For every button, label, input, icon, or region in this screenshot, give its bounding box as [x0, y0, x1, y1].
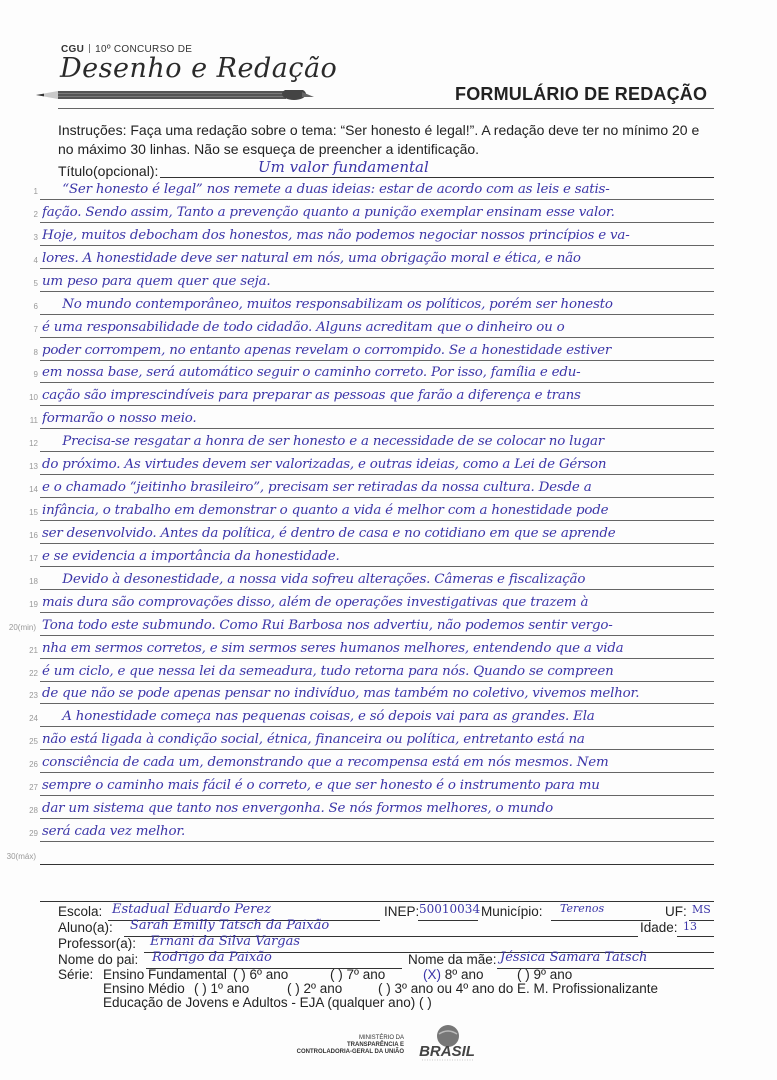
handwritten-text[interactable]: poder corrompem, no entanto apenas revelam o corrompido. Se a honestidade estiver: [42, 343, 612, 358]
eja-label: Educação de Jovens e Adultos - EJA (qualquer ano): [103, 995, 416, 1010]
inep-underline: [418, 920, 478, 921]
line-number: 21: [29, 646, 38, 655]
line-number: 19: [29, 600, 38, 609]
pencil-icon: [36, 90, 316, 100]
line-number: 2: [33, 210, 38, 219]
handwritten-text[interactable]: em nossa base, será automático seguir o caminho correto. Por isso, família e edu-: [42, 365, 581, 380]
line-number: 30(máx): [6, 852, 36, 861]
handwritten-text[interactable]: um peso para quem quer que seja.: [42, 274, 271, 289]
handwritten-text[interactable]: nha em sermos corretos, e sim sermos seres humanos melhores, entendendo que a vida: [42, 641, 624, 656]
grade-option-9[interactable]: [517, 967, 572, 982]
handwritten-text[interactable]: e se evidencia a importância da honestidade.: [42, 549, 340, 564]
municipality-underline: [551, 920, 651, 921]
ruled-line: [40, 405, 714, 406]
ministry-logo: [290, 1035, 404, 1056]
handwritten-text[interactable]: infância, o trabalho em demonstrar o quanto a vida é melhor com a honestidade pode: [42, 503, 609, 518]
ruled-line: [40, 543, 714, 544]
teacher-label: Professor(a):: [58, 936, 137, 951]
handwritten-text[interactable]: No mundo contemporâneo, muitos responsabilizam os políticos, porém ser honesto: [42, 297, 613, 312]
medio-option-1[interactable]: [194, 981, 249, 996]
handwritten-text[interactable]: cação são imprescindíveis para preparar as pessoas que farão a diferença e trans: [42, 388, 581, 403]
ruled-line: [40, 291, 714, 292]
ruled-line: [40, 245, 714, 246]
ruled-line: [40, 451, 714, 452]
school-label: Escola:: [58, 904, 103, 919]
ruled-line: [40, 589, 714, 590]
ruled-line: [40, 864, 714, 865]
handwritten-text[interactable]: será cada vez melhor.: [42, 824, 186, 839]
line-number: 3: [33, 233, 38, 242]
municipality-field[interactable]: Terenos: [560, 902, 605, 915]
header-rule: [58, 108, 714, 109]
checkbox-medio-1[interactable]: ( ): [194, 981, 207, 996]
cgu-logo: CGU: [61, 44, 85, 55]
line-number: 5: [33, 279, 38, 288]
ruled-line: [40, 222, 714, 223]
ruled-line: [40, 314, 714, 315]
mother-field[interactable]: Jéssica Samara Tatsch: [500, 950, 648, 965]
option-label: 2º ano: [303, 981, 343, 996]
ruled-line: [40, 360, 714, 361]
form-title: FORMULÁRIO DE REDAÇÃO: [455, 84, 708, 104]
line-number: 29: [29, 829, 38, 838]
option-label: 1º ano: [210, 981, 250, 996]
teacher-field[interactable]: Ernani da Silva Vargas: [150, 934, 301, 949]
title-underline: [160, 177, 714, 178]
line-number: 9: [33, 370, 38, 379]
title-label: Título(opcional):: [58, 163, 159, 179]
ruled-line: [40, 681, 714, 682]
line-number: 24: [29, 714, 38, 723]
option-label: 7º ano: [346, 967, 386, 982]
line-number: 25: [29, 737, 38, 746]
medio-label: Ensino Médio: [103, 981, 185, 996]
checkbox-8-checked[interactable]: (X): [423, 967, 441, 982]
ruled-line: [40, 726, 714, 727]
title-input[interactable]: Um valor fundamental: [258, 158, 429, 176]
medio-option-3[interactable]: [378, 981, 658, 996]
handwritten-text[interactable]: consciência de cada um, demonstrando que a recompensa está em nós mesmos. Nem: [42, 755, 609, 770]
student-label: Aluno(a):: [58, 920, 113, 935]
ruled-line: [40, 749, 714, 750]
handwritten-text[interactable]: Tona todo este submundo. Como Rui Barbosa nos advertiu, não podemos sentir vergo-: [42, 618, 613, 633]
line-number: 8: [33, 348, 38, 357]
line-number: 6: [33, 302, 38, 311]
handwritten-text[interactable]: lores. A honestidade deve ser natural em nós, uma obrigação moral e ética, e não: [42, 251, 581, 266]
checkbox-9[interactable]: ( ): [517, 967, 530, 982]
grade-option-6[interactable]: [233, 967, 288, 982]
ruled-line: [40, 428, 714, 429]
line-number: 11: [29, 416, 38, 425]
ruled-line: [40, 382, 714, 383]
checkbox-eja[interactable]: ( ): [418, 995, 432, 1010]
inep-field[interactable]: 50010034: [419, 902, 481, 916]
line-number: 16: [29, 531, 38, 540]
brasil-logo-icon: [412, 1022, 482, 1062]
line-number: 4: [33, 256, 38, 265]
handwritten-text[interactable]: do próximo. As virtudes devem ser valorizadas, e outras ideias, como a Lei de Gérson: [42, 457, 607, 472]
ruled-line: [40, 566, 714, 567]
handwritten-text[interactable]: Precisa-se resgatar a honra de ser honesto e a necessidade de se colocar no lugar: [42, 434, 604, 449]
line-number: 28: [29, 806, 38, 815]
ruled-line: [40, 337, 714, 338]
line-number: 18: [29, 577, 38, 586]
line-number: 10: [29, 393, 38, 402]
ruled-line: [40, 520, 714, 521]
age-field[interactable]: 13: [683, 920, 697, 933]
ruled-line: [40, 268, 714, 269]
line-number: 23: [29, 691, 38, 700]
ruled-line: [40, 612, 714, 613]
uf-label: UF:: [665, 904, 687, 919]
ministry-line: CONTROLADORIA-GERAL DA UNIÃO: [296, 1049, 404, 1055]
municipality-label: Município:: [481, 904, 543, 919]
line-number: 26: [29, 760, 38, 769]
ruled-line: [40, 772, 714, 773]
handwritten-text[interactable]: não está ligada à condição social, étnica, financeira ou política, entretanto está na: [42, 732, 585, 747]
inep-label: INEP:: [384, 904, 420, 919]
age-label: Idade:: [640, 920, 678, 935]
ministry-line: MINISTÉRIO DA: [358, 1035, 404, 1041]
option-label: 9º ano: [533, 967, 573, 982]
ruled-line: [40, 199, 714, 200]
handwritten-text[interactable]: é uma responsabilidade de todo cidadão. Alguns acreditam que o dinheiro ou o: [42, 320, 565, 335]
father-field[interactable]: Rodrigo da Paixão: [152, 950, 272, 965]
contest-name-logo: Desenho e Redação: [60, 53, 338, 84]
student-field[interactable]: Sarah Emilly Tatsch da Paixão: [130, 918, 330, 933]
ruled-line: [40, 497, 714, 498]
option-label: 3º ano ou 4º ano do E. M. Profissionalizante: [394, 981, 659, 996]
handwritten-text[interactable]: fação. Sendo assim, Tanto a prevenção quanto a punição exemplar ensinam esse valor.: [42, 205, 615, 220]
ruled-line: [40, 795, 714, 796]
mother-label: Nome da mãe:: [408, 952, 497, 967]
handwritten-text[interactable]: mais dura são comprovações disso, além de operações investigativas que trazem à: [42, 595, 589, 610]
father-label: Nome do pai:: [58, 952, 139, 967]
ruled-line: [40, 635, 714, 636]
ministry-line: TRANSPARÊNCIA E: [346, 1042, 404, 1048]
divider: [89, 44, 90, 53]
line-number: 12: [29, 439, 38, 448]
line-number: 15: [29, 508, 38, 517]
handwritten-text[interactable]: sempre o caminho mais fácil é o correto, e que ser honesto é o instrumento para mu: [42, 778, 600, 793]
handwritten-text[interactable]: Devido à desonestidade, a nossa vida sofreu alterações. Câmeras e fiscalização: [42, 572, 586, 587]
fundamental-label: Ensino Fundamental: [103, 967, 227, 982]
line-number: 17: [29, 554, 38, 563]
handwritten-text[interactable]: é um ciclo, e que nessa lei da semeadura, tudo retorna para nós. Quando se compreen: [42, 664, 614, 679]
age-underline: [677, 936, 714, 937]
grade-option-7[interactable]: [330, 967, 385, 982]
handwritten-text[interactable]: “Ser honesto é legal” nos remete a duas ideias: estar de acordo com as leis e satis-: [42, 182, 610, 197]
handwritten-text[interactable]: dar um sistema que tanto nos envergonha. Se nós formos melhores, o mundo: [42, 801, 554, 816]
line-number: 1: [33, 187, 38, 196]
handwritten-text[interactable]: A honestidade começa nas pequenas coisas, e só depois vai para as grandes. Ela: [42, 709, 595, 724]
svg-text:BRASIL: BRASIL: [419, 1043, 475, 1060]
grade-option-8[interactable]: [423, 967, 483, 982]
eja-option[interactable]: [103, 995, 432, 1010]
line-number: 22: [29, 669, 38, 678]
checkbox-6[interactable]: ( ): [233, 967, 246, 982]
option-label: 8º ano: [444, 967, 484, 982]
line-number: 13: [29, 462, 38, 471]
uf-field[interactable]: MS: [692, 903, 711, 916]
checkbox-medio-3[interactable]: ( ): [378, 981, 391, 996]
ruled-line: [40, 703, 714, 704]
option-label: 6º ano: [249, 967, 289, 982]
line-number: 27: [29, 783, 38, 792]
handwritten-text[interactable]: de que não se pode apenas pensar no indivíduo, mas também no coletivo, vivemos melhor.: [42, 686, 640, 701]
medio-option-2[interactable]: [287, 981, 342, 996]
checkbox-7[interactable]: ( ): [330, 967, 343, 982]
handwritten-text[interactable]: ser desenvolvido. Antes da política, é dentro de casa e no cotidiano em que se aprende: [42, 526, 616, 541]
line-number: 7: [33, 325, 38, 334]
instructions: Instruções: Faça uma redação sobre o tema: “Ser honesto é legal!”. A redação deve ter no mínimo 20 e no máximo 30 linhas. Não se esqueça de preencher a identificação.: [58, 122, 700, 157]
handwritten-text[interactable]: formarão o nosso meio.: [42, 411, 197, 426]
ruled-line: [40, 658, 714, 659]
contest-text: 10º CONCURSO DE: [95, 44, 193, 55]
handwritten-text[interactable]: Hoje, muitos debocham dos honestos, mas não podemos negociar nossos princípios e va-: [42, 228, 630, 243]
grade-label: Série:: [58, 967, 94, 982]
ruled-line: [40, 841, 714, 842]
line-number: 14: [29, 485, 38, 494]
handwritten-text[interactable]: e o chamado “jeitinho brasileiro”, precisam ser retiradas da nossa cultura. Desde a: [42, 480, 592, 495]
checkbox-medio-2[interactable]: ( ): [287, 981, 300, 996]
line-number: 20(min): [8, 623, 36, 632]
ruled-line: [40, 474, 714, 475]
ruled-line: [40, 818, 714, 819]
school-field[interactable]: Estadual Eduardo Perez: [112, 902, 271, 917]
